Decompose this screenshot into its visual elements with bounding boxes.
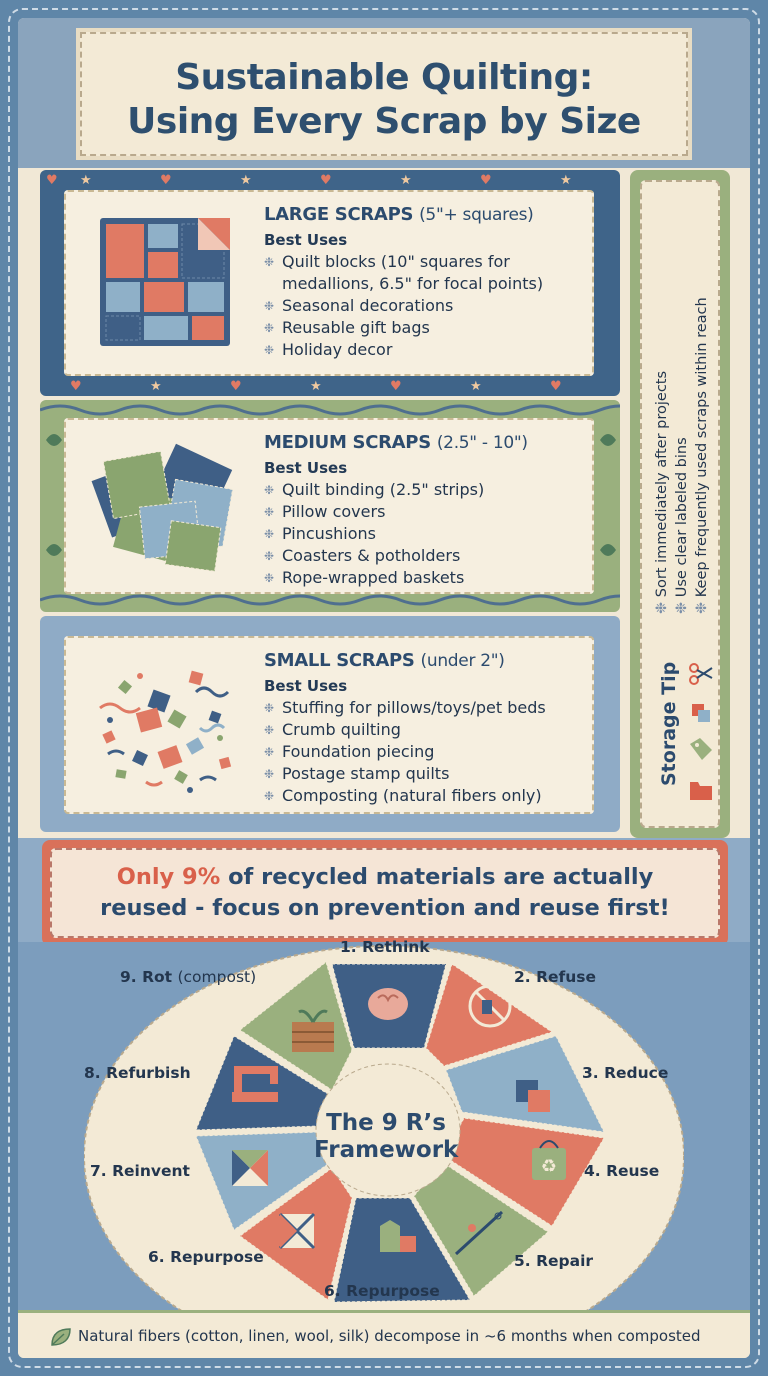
heart-icon: ♥ — [390, 379, 402, 394]
medium-scraps-section — [40, 400, 620, 612]
bullet-icon: ❉ — [264, 321, 275, 335]
fabric-squares-icon — [80, 434, 250, 584]
bullet-icon: ❉ — [694, 597, 710, 614]
tag-icon — [690, 738, 712, 760]
star-icon: ★ — [310, 379, 322, 394]
medium-scraps-heading: MEDIUM SCRAPS (2.5" - 10") — [264, 432, 528, 453]
bullet-icon: ❉ — [264, 255, 275, 269]
footer-note — [18, 1310, 750, 1358]
infographic-page — [18, 18, 750, 1358]
bullet-icon: ❉ — [264, 767, 275, 781]
title-line-2: Using Every Scrap by Size — [127, 101, 641, 142]
medium-uses-list — [264, 479, 594, 589]
small-scraps-heading: SMALL SCRAPS (under 2") — [264, 650, 505, 671]
star-icon: ★ — [470, 379, 482, 394]
r-label-rot: 9. Rot (compost) — [120, 968, 257, 986]
page-title — [82, 56, 686, 144]
confetti-scraps-icon — [80, 652, 250, 802]
storage-tip-title: Storage Tip — [658, 661, 680, 786]
pinwheel-block-icon — [232, 1150, 268, 1186]
heart-icon: ♥ — [46, 173, 58, 188]
bullet-icon: ❉ — [674, 597, 690, 614]
bullet-icon: ❉ — [264, 343, 275, 357]
fabric-stack-icon — [692, 704, 710, 722]
list-item: ❉ Foundation piecing — [264, 742, 435, 761]
callout-line-2: reused - focus on prevention and reuse first! — [100, 895, 670, 921]
list-item: ❉ Coasters & potholders — [264, 546, 461, 565]
star-icon: ★ — [400, 173, 412, 188]
r-label-refuse: 2. Refuse — [514, 968, 597, 986]
r-label-repurpose-left: 6. Repurpose — [148, 1248, 264, 1266]
list-item: ❉ Quilt binding (2.5" strips) — [264, 480, 485, 499]
r-label-reinvent: 7. Reinvent — [90, 1162, 190, 1180]
bullet-icon: ❉ — [654, 597, 670, 614]
list-item: ❉ Holiday decor — [264, 340, 393, 359]
heart-icon: ♥ — [160, 173, 172, 188]
storage-tip-3: ❉ Keep frequently used scraps within reach — [694, 297, 710, 614]
medium-scraps-text — [264, 432, 594, 589]
storage-tip-1: ❉ Sort immediately after projects — [654, 370, 670, 614]
heart-icon: ♥ — [480, 173, 492, 188]
title-line-1: Sustainable Quilting: — [175, 57, 593, 98]
bullet-icon: ❉ — [264, 549, 275, 563]
list-item: medallions, 6.5" for focal points) — [282, 274, 544, 293]
best-uses-label: Best Uses — [264, 677, 348, 695]
large-scraps-section — [40, 170, 620, 396]
list-item: ❉ Crumb quilting — [264, 720, 401, 739]
star-icon: ★ — [150, 379, 162, 394]
star-icon: ★ — [560, 173, 572, 188]
best-uses-label: Best Uses — [264, 231, 348, 249]
quilt-block-icon — [80, 206, 250, 356]
list-item: ❉ Quilt blocks (10" squares for — [264, 252, 510, 271]
bullet-icon: ❉ — [264, 745, 275, 759]
bullet-icon: ❉ — [264, 299, 275, 313]
large-scraps-text — [264, 204, 594, 361]
folder-icon — [690, 782, 712, 800]
list-item: ❉ Composting (natural fibers only) — [264, 786, 542, 805]
svg-text:♻: ♻ — [540, 1156, 558, 1177]
list-item: ❉ Rope-wrapped baskets — [264, 568, 465, 587]
star-icon: ★ — [80, 173, 92, 188]
bullet-icon: ❉ — [264, 723, 275, 737]
footer-text: Natural fibers (cotton, linen, wool, silk) decompose in ~6 months when composted — [78, 1327, 701, 1345]
pinwheel-block-icon — [280, 1214, 314, 1248]
small-scraps-card — [64, 636, 594, 814]
storage-tip-panel — [630, 170, 730, 838]
brain-icon — [368, 988, 408, 1020]
bullet-icon: ❉ — [264, 505, 275, 519]
heart-icon: ♥ — [320, 173, 332, 188]
statistic-callout — [42, 840, 728, 946]
heart-icon: ♥ — [70, 379, 82, 394]
bullet-icon: ❉ — [264, 701, 275, 715]
small-scraps-text — [264, 650, 594, 807]
small-uses-list — [264, 697, 594, 807]
list-item: ❉ Postage stamp quilts — [264, 764, 450, 783]
r-label-repurpose-bottom: 6. Repurpose — [324, 1282, 440, 1300]
framework-center-title: The 9 R’s Framework — [314, 1110, 459, 1163]
title-box — [80, 32, 688, 156]
r-label-reuse: 4. Reuse — [584, 1162, 660, 1180]
best-uses-label: Best Uses — [264, 459, 348, 477]
storage-tip-2: ❉ Use clear labeled bins — [674, 437, 690, 614]
statistic-callout-text — [50, 848, 720, 938]
large-scraps-heading: LARGE SCRAPS (5"+ squares) — [264, 204, 534, 225]
storage-tip-card — [640, 180, 720, 828]
r-label-rethink: 1. Rethink — [340, 938, 430, 956]
leaf-icon — [48, 1325, 72, 1349]
callout-line-1: Only 9% of recycled materials are actually — [116, 864, 654, 890]
callout-highlight: Only 9% — [116, 864, 221, 890]
list-item: ❉ Stuffing for pillows/toys/pet beds — [264, 698, 546, 717]
list-item: ❉ Pincushions — [264, 524, 377, 543]
small-scraps-section — [40, 616, 620, 832]
r-label-refurbish: 8. Refurbish — [84, 1064, 191, 1082]
list-item: ❉ Reusable gift bags — [264, 318, 430, 337]
list-item: ❉ Seasonal decorations — [264, 296, 454, 315]
r-label-reduce: 3. Reduce — [582, 1064, 669, 1082]
bullet-icon: ❉ — [264, 527, 275, 541]
large-uses-list — [264, 251, 594, 361]
list-item: ❉ Pillow covers — [264, 502, 386, 521]
large-scraps-card — [64, 190, 594, 376]
scissors-icon — [690, 664, 712, 684]
bullet-icon: ❉ — [264, 571, 275, 585]
medium-scraps-card — [64, 418, 594, 594]
heart-icon: ♥ — [230, 379, 242, 394]
star-icon: ★ — [240, 173, 252, 188]
r-label-repair: 5. Repair — [514, 1252, 594, 1270]
bullet-icon: ❉ — [264, 789, 275, 803]
heart-icon: ♥ — [550, 379, 562, 394]
bullet-icon: ❉ — [264, 483, 275, 497]
storage-icons — [686, 658, 716, 808]
